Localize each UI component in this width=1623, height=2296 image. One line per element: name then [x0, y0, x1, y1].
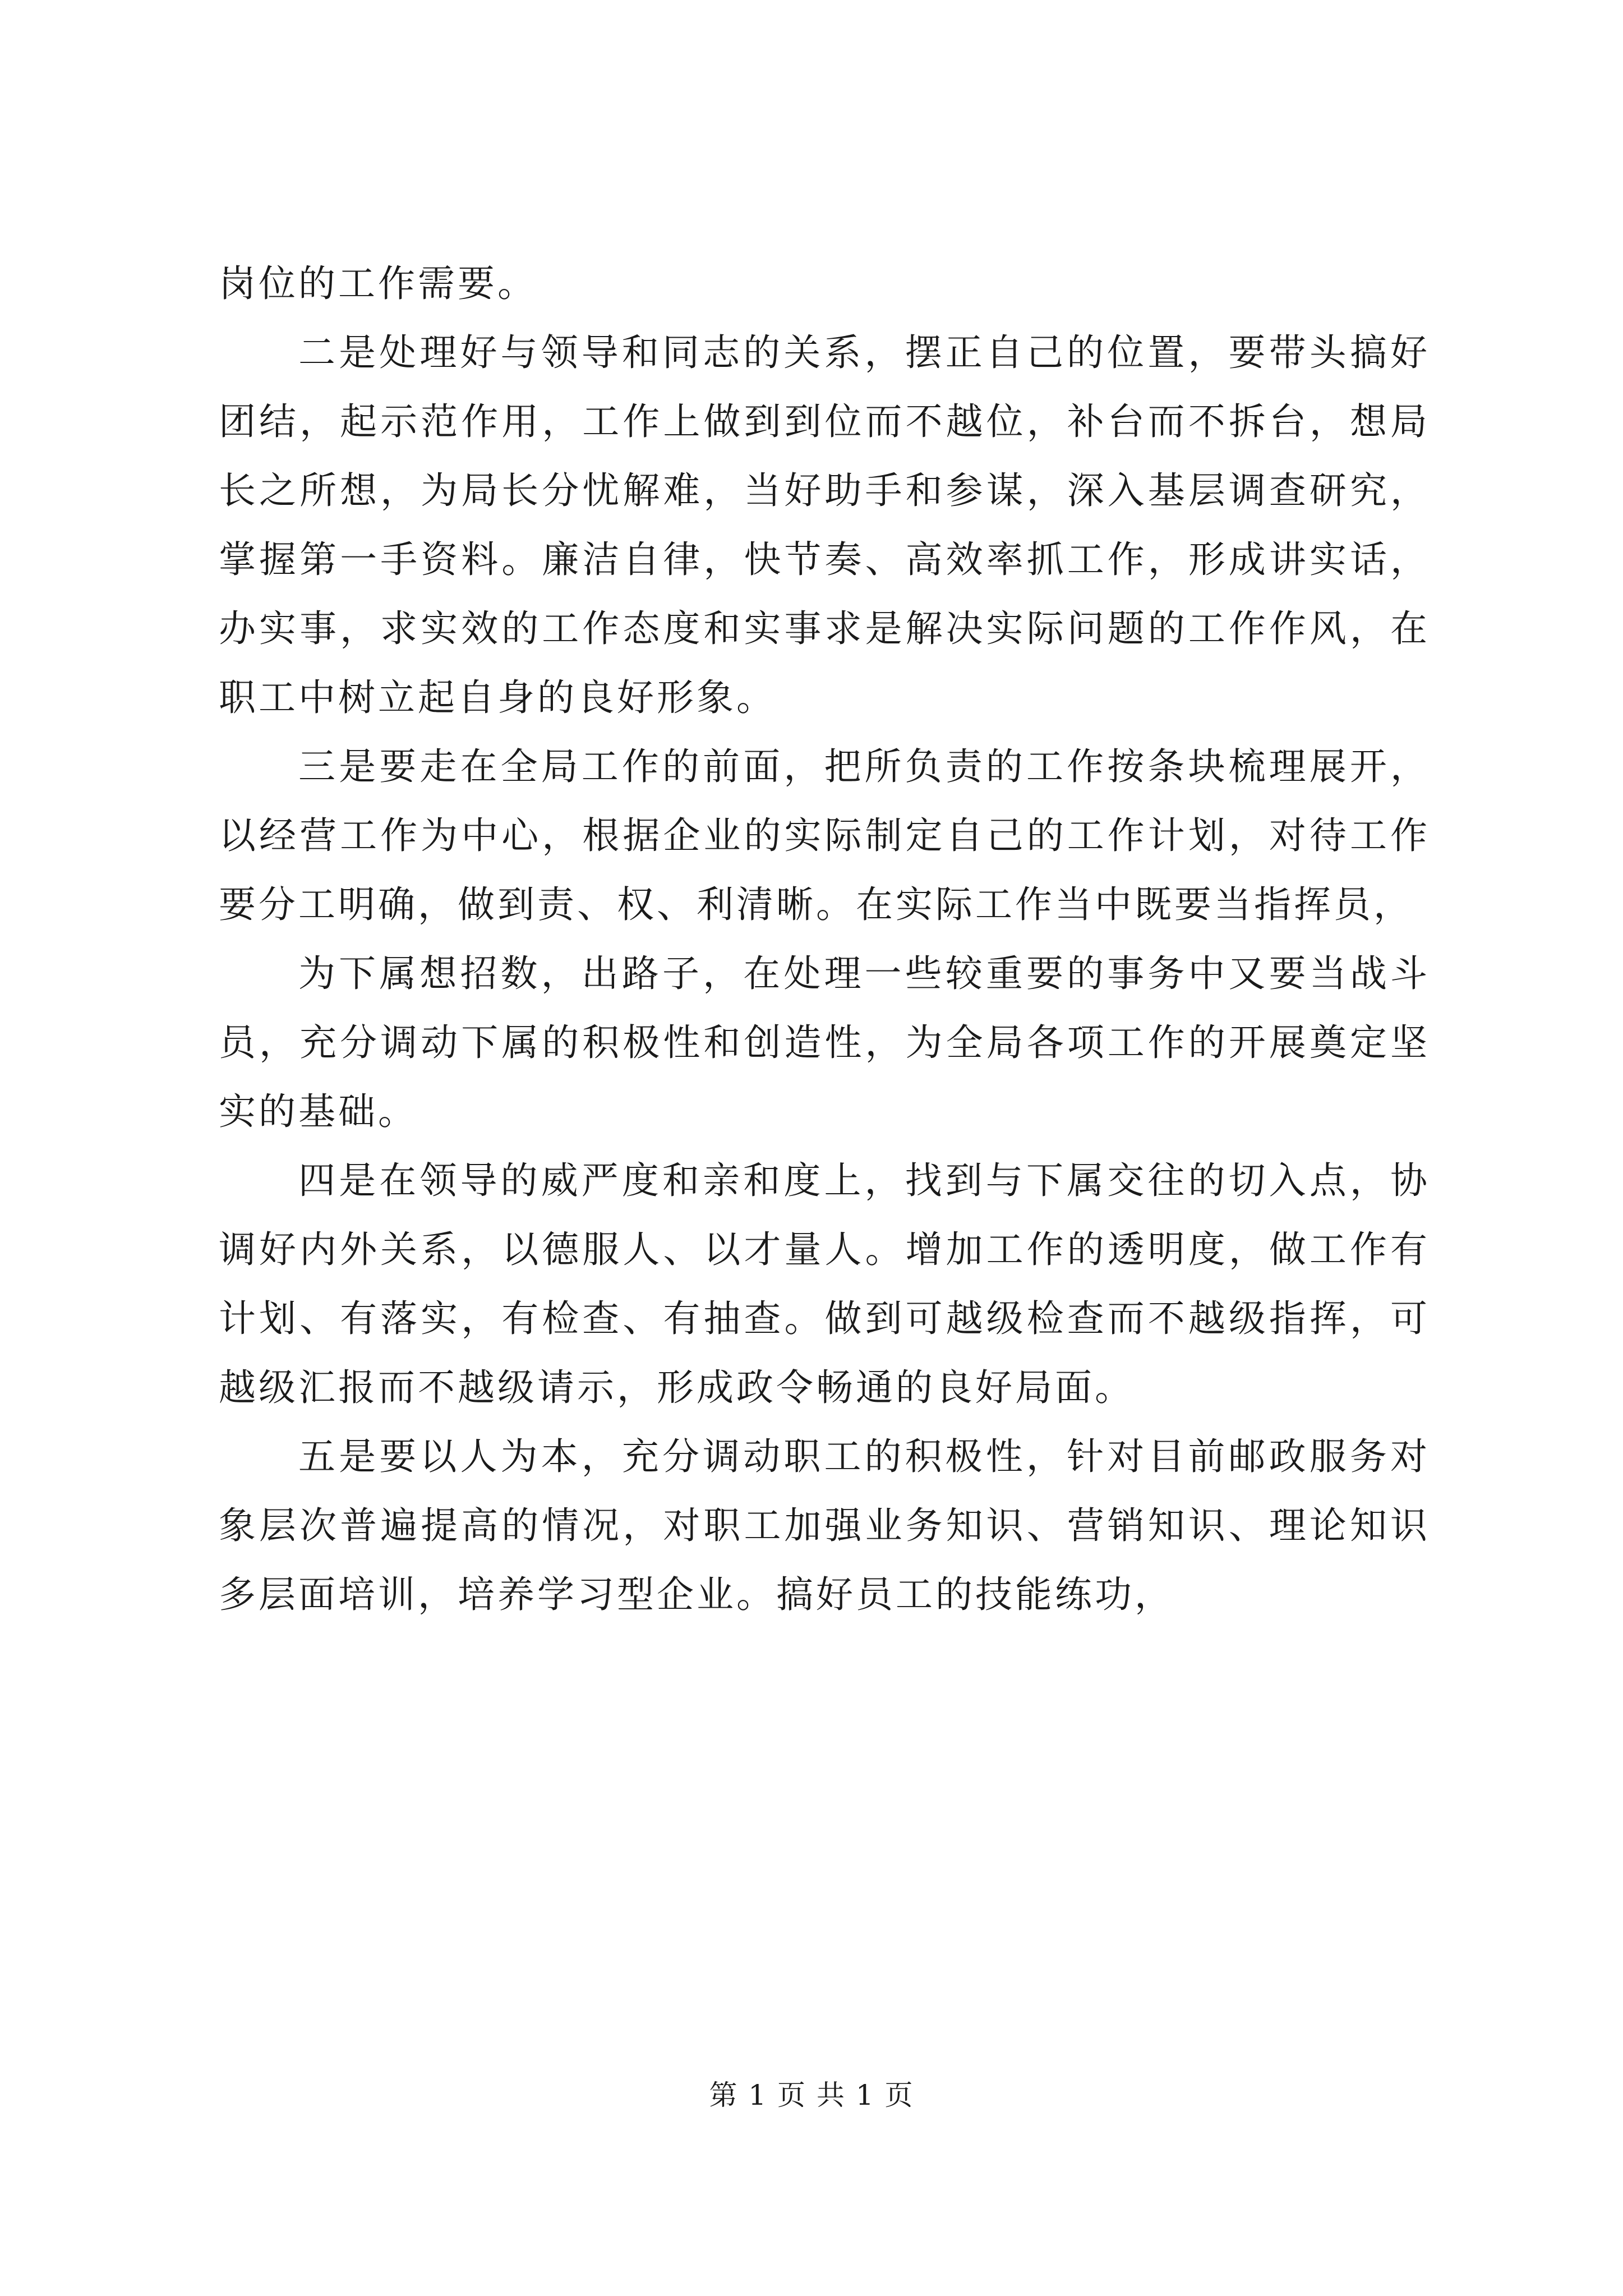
paragraph-5: 四是在领导的威严度和亲和度上，找到与下属交往的切入点，协调好内外关系，以德服人、以才量人。增加工作的透明度，做工作有计划、有落实，有检查、有抽查。做到可越级检查而不越级指挥，可越级汇报而不越级请示，形成政令畅通的良好局面。	[219, 1159, 1430, 1409]
paragraph-6: 五是要以人为本，充分调动职工的积极性，针对目前邮政服务对象层次普遍提高的情况，对职工加强业务知识、营销知识、理论知识多层面培训，培养学习型企业。搞好员工的技能练功，	[219, 1435, 1430, 1616]
page-footer: 第 1 页 共 1 页	[709, 2079, 914, 2111]
paragraph-2: 二是处理好与领导和同志的关系，摆正自己的位置，要带头搞好团结，起示范作用，工作上做到到位而不越位，补台而不拆台，想局长之所想，为局长分忧解难，当好助手和参谋，深入基层调查研究，掌握第一手资料。廉洁自律，快节奏、高效率抓工作，形成讲实话，办实事，求实效的工作态度和实事求是解决实际问题的工作作风，在职工中树立起自身的良好形象。	[219, 331, 1430, 719]
paragraph-4: 为下属想招数，出路子，在处理一些较重要的事务中又要当战斗员，充分调动下属的积极性和创造性，为全局各项工作的开展奠定坚实的基础。	[219, 952, 1430, 1133]
document-body	[219, 249, 1430, 1629]
paragraph-3: 三是要走在全局工作的前面，把所负责的工作按条块梳理展开，以经营工作为中心，根据企业的实际制定自己的工作计划，对待工作要分工明确，做到责、权、利清晰。在实际工作当中既要当指挥员，	[219, 745, 1430, 926]
paragraph-1: 岗位的工作需要。	[219, 262, 537, 305]
